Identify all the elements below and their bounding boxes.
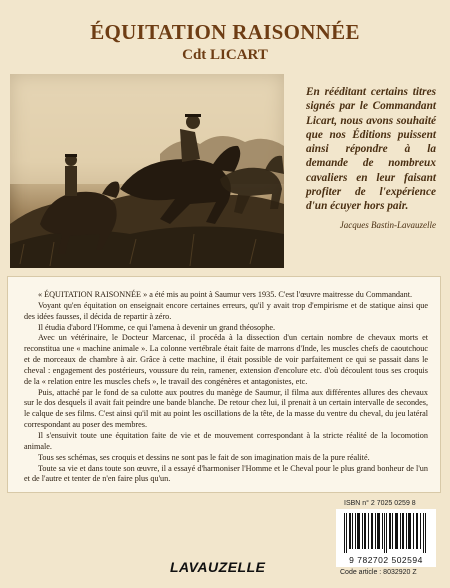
- description-paragraph: Toute sa vie et dans toute son œuvre, il a essayé d'harmoniser l'Homme et le Cheval pour le plus grand bonheur de l'un et de l'autre et tenter de n'en faire plus qu'un.: [24, 463, 428, 484]
- description-paragraph: Il étudia d'abord l'Homme, ce qui l'amena à devenir un grand théosophe.: [38, 322, 276, 332]
- description-paragraph: Il s'ensuivit toute une équitation faite de vie et de mouvement correspondant à la stricte réalité de la locomotion animale.: [24, 430, 428, 451]
- description-box: [7, 276, 441, 493]
- barcode: [336, 509, 436, 567]
- quote-text: En rééditant certains titres signés par le Commandant Licart, nous avons souhaité que nos Éditions puissent ainsi répondre à la demande de nombreux cavaliers en leur faisant profiter de l'expérience d'un écuyer hors pair.: [306, 86, 436, 213]
- description-paragraph: Puis, attaché par le fond de sa culotte aux poutres du manège de Saumur, il filma aux différentes allures des chevaux sur le dos desquels il avait fait peindre une bande blanche. De retour chez lui, il prenait à un certain intervalle de secondes, le calque de ses films. C'est ainsi qu'il mit au point les oscillations de la tête, de la masse du ventre du cheval, du jeu latéral correspondant au poser des membres.: [24, 387, 428, 430]
- publisher-quote: [296, 85, 436, 270]
- description-paragraph: Avec un vétérinaire, le Docteur Marcenac, il procéda à la dissection d'un certain nombre de chevaux morts et reconstitua une « machine animale ». La colonne vertébrale était faite de marrons d'Inde, les muscles chefs de caoutchouc et de morceaux de chambre à air. Grâce à cette machine, il était possible de voir parfaitement ce qui se passait dans le cheval : engagement des postérieurs, voussure du rein, ramener, extension d'encolure etc. d'où découlent tous ses croquis de la « relation entre les muscles chefs », le travail des congénères et antagonistes, etc.: [24, 333, 428, 386]
- code-article: Code article : 8032920 Z: [340, 569, 417, 576]
- isbn-label: ISBN n° 2 7025 0259 8: [344, 500, 416, 507]
- description-paragraph: « ÉQUITATION RAISONNÉE » a été mis au point à Saumur vers 1935. C'est l'œuvre maitresse du Commandant.: [38, 290, 413, 299]
- quote-signature: Jacques Bastin-Lavauzelle: [339, 219, 436, 230]
- barcode-number: 9 782702 502594: [349, 555, 423, 565]
- book-author: Cdt LICART: [182, 47, 268, 63]
- barcode-bars: [344, 513, 428, 553]
- book-title: ÉQUITATION RAISONNÉE: [90, 20, 360, 44]
- publisher-logo: LAVAUZELLE: [170, 559, 266, 575]
- cover-photo-cavalry-jump: [10, 74, 284, 268]
- description-paragraph: Voyant qu'en équitation on enseignait encore certaines erreurs, qu'il y avait trop d'empirisme et de statique ainsi que des idées fausses, il décida de repartir à zéro.: [24, 300, 428, 321]
- description-paragraph: Tous ses schémas, ses croquis et dessins ne sont pas le fait de son imagination mais de la pure réalité.: [38, 452, 370, 462]
